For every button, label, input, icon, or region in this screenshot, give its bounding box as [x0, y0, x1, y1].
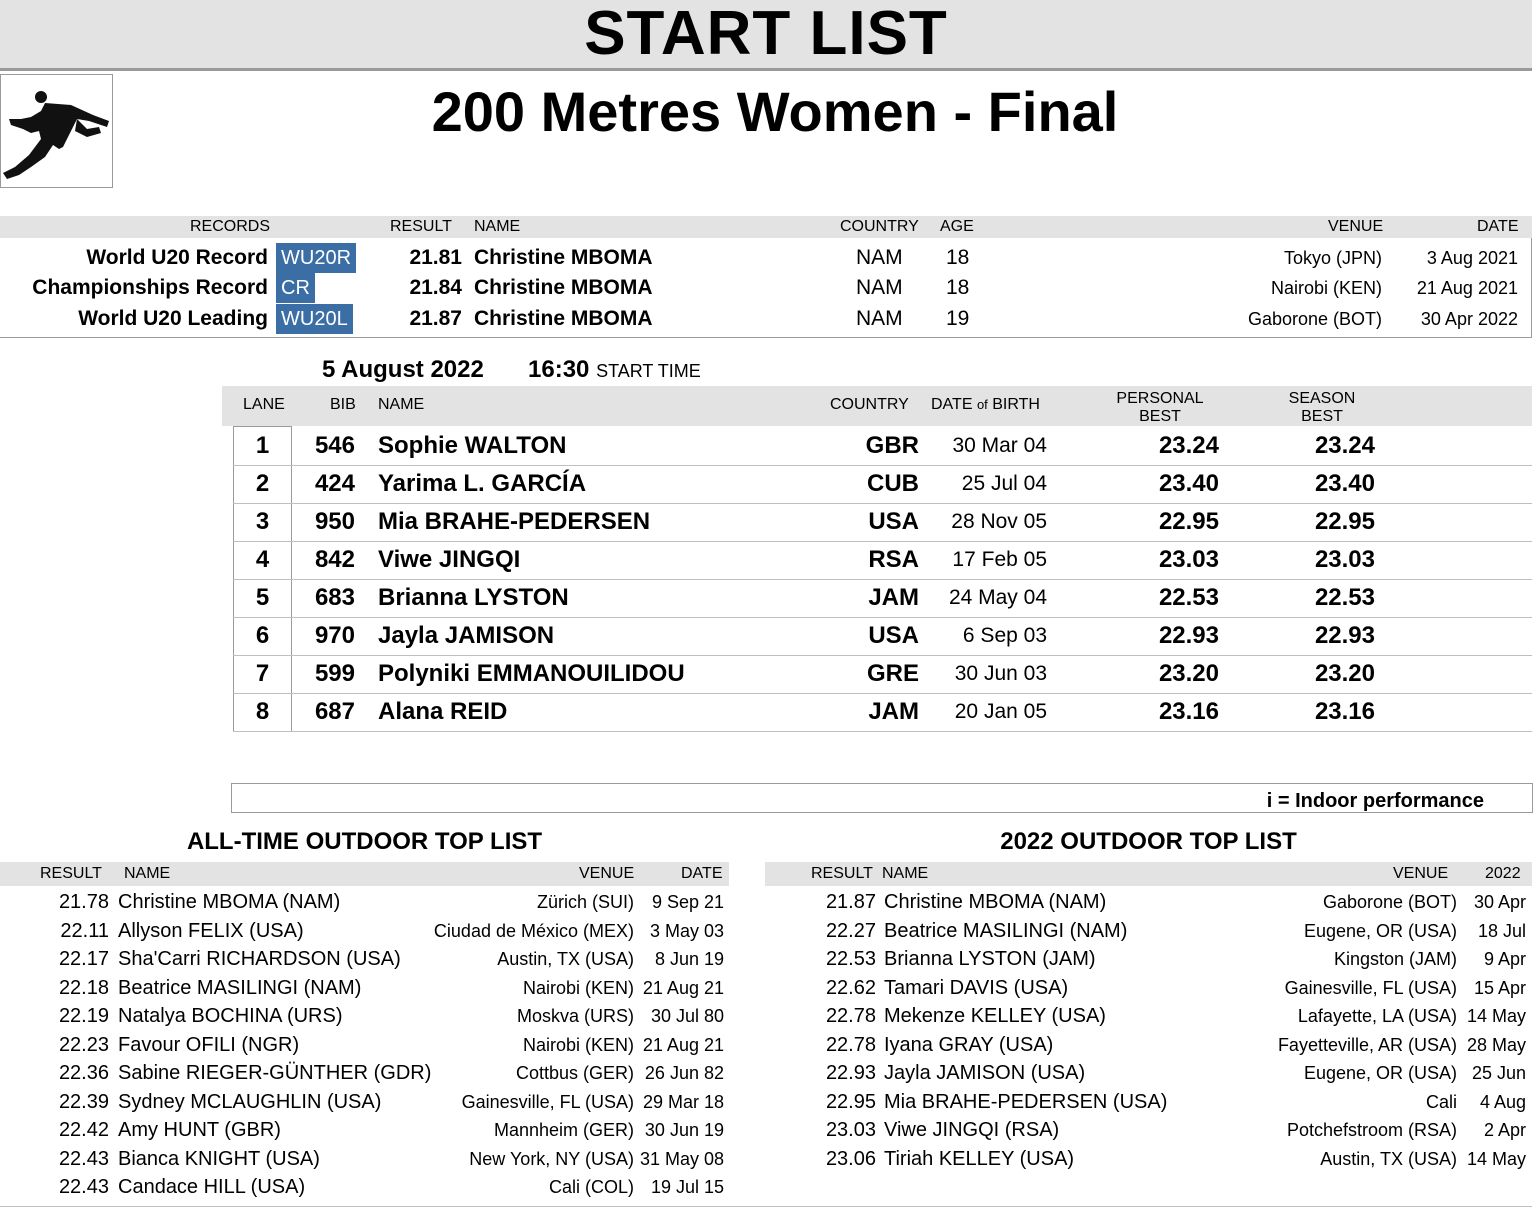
alltime-rows: [0, 888, 729, 1202]
record-tag: CR: [276, 273, 315, 303]
toplist-name: Jayla JAMISON (USA): [884, 1062, 1086, 1084]
toplist-venue: Gainesville, FL (USA): [461, 1091, 634, 1112]
season-col-venue: VENUE: [1393, 865, 1449, 882]
bib-number: 546: [314, 432, 355, 459]
athlete-name: Viwe JINGQI: [378, 546, 521, 573]
record-country: NAM: [856, 246, 903, 269]
record-venue: Tokyo (JPN): [1283, 248, 1382, 268]
race-start-time: [528, 356, 701, 384]
bib-number: 424: [314, 470, 355, 497]
col-dob-of: of: [976, 397, 988, 412]
toplist-date: 31 May 08: [639, 1148, 724, 1169]
alltime-col-name: NAME: [124, 865, 171, 882]
toplist-venue: Zürich (SUI): [536, 892, 634, 912]
col-dob: [931, 396, 1040, 414]
toplist-date: 9 Apr: [1483, 949, 1526, 969]
toplist-date: 19 Jul 15: [650, 1177, 724, 1197]
athlete-name: Yarima L. GARCÍA: [378, 470, 587, 497]
season-row: [765, 1116, 1532, 1145]
toplist-date: 8 Jun 19: [654, 949, 724, 969]
personal-best: 22.95: [1158, 508, 1219, 535]
toplist-result: 22.93: [825, 1062, 876, 1084]
athlete-dob: 30 Mar 04: [952, 434, 1047, 457]
toplist-result: 22.39: [58, 1090, 109, 1113]
toplist-venue: Eugene, OR (USA): [1303, 920, 1457, 941]
toplist-venue: Nairobi (KEN): [522, 977, 634, 998]
alltime-row: [0, 1002, 729, 1031]
athlete-dob: 25 Jul 04: [961, 472, 1047, 495]
toplist-venue: Austin, TX (USA): [497, 949, 634, 969]
toplist-venue: Mannheim (GER): [493, 1120, 634, 1140]
record-venue: Gaborone (BOT): [1247, 309, 1382, 329]
season-col-result: RESULT: [811, 865, 873, 882]
lane-number: 6: [255, 622, 270, 649]
toplist-name: Bianca KNIGHT (USA): [118, 1147, 320, 1170]
toplist-date: 21 Aug 21: [642, 977, 724, 998]
toplist-venue: Ciudad de México (MEX): [433, 920, 634, 941]
lane-number: 1: [255, 432, 270, 459]
athlete-dob: 24 May 04: [948, 586, 1047, 609]
toplist-venue: Gainesville, FL (USA): [1284, 977, 1457, 998]
toplist-result: 22.42: [58, 1119, 109, 1141]
toplist-name: Candace HILL (USA): [118, 1176, 306, 1198]
start-time-value: 16:30: [528, 356, 590, 383]
season-col-date: 2022: [1485, 865, 1521, 882]
toplist-name: Christine MBOMA (NAM): [118, 891, 341, 913]
athlete-country: RSA: [868, 546, 919, 573]
bib-number: 842: [314, 546, 355, 573]
record-result: 21.84: [409, 276, 462, 299]
event-title: 200 Metres Women - Final: [431, 80, 1119, 143]
toplist-result: 22.62: [825, 976, 876, 999]
col-sb-line2: BEST: [1301, 408, 1343, 425]
col-pb-line2: BEST: [1139, 408, 1181, 425]
toplist-date: 25 Jun: [1471, 1063, 1526, 1083]
startlist-row: [233, 465, 1532, 504]
page-title: START LIST: [0, 0, 1532, 71]
personal-best: 23.40: [1158, 470, 1219, 497]
record-venue: Nairobi (KEN): [1270, 278, 1382, 298]
toplist-venue: Nairobi (KEN): [522, 1034, 634, 1055]
athlete-country: GBR: [865, 432, 919, 459]
toplist-date: 14 May: [1466, 1148, 1526, 1169]
athlete-name: Brianna LYSTON: [378, 584, 569, 611]
record-country: NAM: [856, 276, 903, 299]
toplist-result: 22.43: [58, 1176, 109, 1198]
alltime-col-venue: VENUE: [579, 865, 635, 882]
season-col-name: NAME: [882, 865, 929, 882]
toplist-name: Sha'Carri RICHARDSON (USA): [118, 948, 401, 970]
athlete-country: USA: [868, 508, 919, 535]
col-pb-line1: PERSONAL: [1116, 390, 1204, 407]
startlist-row: [233, 541, 1532, 580]
startlist-row: [233, 617, 1532, 656]
toplist-result: 22.19: [58, 1005, 109, 1027]
toplist-date: 9 Sep 21: [651, 892, 724, 912]
athlete-dob: 20 Jan 05: [954, 700, 1047, 723]
toplist-name: Christine MBOMA (NAM): [884, 891, 1107, 913]
toplist-result: 22.17: [58, 948, 109, 970]
toplist-venue: Cali (COL): [548, 1177, 634, 1197]
startlist-row: [233, 693, 1532, 732]
athlete-name: Jayla JAMISON: [378, 622, 555, 649]
records-col-venue: VENUE: [1328, 218, 1384, 235]
toplist-venue: Potchefstroom (RSA): [1286, 1120, 1457, 1140]
season-best: 22.93: [1314, 622, 1375, 649]
toplist-name: Mekenze KELLEY (USA): [884, 1005, 1106, 1027]
col-country: COUNTRY: [830, 396, 909, 413]
toplist-result: 22.23: [58, 1033, 109, 1056]
lane-number: 5: [255, 584, 270, 611]
col-bib: BIB: [330, 396, 356, 413]
toplist-result: 22.11: [60, 919, 109, 942]
toplist-name: Viwe JINGQI (RSA): [884, 1119, 1060, 1141]
toplist-date: 30 Apr: [1473, 892, 1526, 912]
toplist-result: 22.78: [825, 1005, 876, 1027]
toplist-date: 15 Apr: [1473, 977, 1526, 998]
record-name: Christine MBOMA: [474, 246, 653, 269]
toplist-venue: Moskva (URS): [516, 1006, 634, 1026]
toplist-result: 22.53: [825, 948, 876, 970]
record-country: NAM: [856, 307, 903, 330]
bib-number: 970: [314, 622, 355, 649]
record-row: [0, 243, 1532, 273]
toplist-venue: New York, NY (USA): [469, 1148, 634, 1169]
startlist-row: [233, 503, 1532, 542]
lane-number: 8: [255, 698, 270, 725]
athlete-country: CUB: [867, 470, 919, 497]
alltime-row: [0, 917, 729, 946]
athlete-dob: 30 Jun 03: [954, 662, 1047, 685]
alltime-row: [0, 1173, 729, 1202]
season-best: 22.95: [1314, 508, 1375, 535]
toplist-name: Mia BRAHE-PEDERSEN (USA): [884, 1090, 1168, 1113]
toplist-name: Tamari DAVIS (USA): [884, 976, 1069, 999]
col-personal-best: [1115, 390, 1205, 426]
toplist-name: Allyson FELIX (USA): [118, 919, 304, 942]
season-row: [765, 945, 1532, 974]
toplist-date: 28 May: [1466, 1034, 1526, 1055]
season-best: 22.53: [1314, 584, 1375, 611]
lane-number: 3: [255, 508, 270, 535]
record-label: World U20 Leading: [78, 307, 268, 330]
personal-best: 22.53: [1158, 584, 1219, 611]
toplist-name: Amy HUNT (GBR): [118, 1119, 281, 1141]
athlete-name: Alana REID: [378, 698, 508, 725]
athlete-name: Mia BRAHE-PEDERSEN: [378, 508, 651, 535]
bottom-divider: [0, 1206, 1532, 1207]
records-col-records: RECORDS: [190, 218, 271, 235]
alltime-col-result: RESULT: [40, 865, 102, 882]
toplist-date: 14 May: [1466, 1006, 1526, 1026]
toplist-name: Sydney MCLAUGHLIN (USA): [118, 1090, 382, 1113]
toplist-venue: Cali: [1425, 1091, 1457, 1112]
toplist-date: 30 Jul 80: [650, 1006, 724, 1026]
col-sb-line1: SEASON: [1288, 390, 1356, 407]
toplist-result: 22.27: [825, 919, 876, 942]
record-age: 18: [946, 276, 970, 299]
col-dob-a: DATE: [931, 396, 977, 413]
record-date: 21 Aug 2021: [1416, 278, 1518, 298]
record-row: [0, 304, 1532, 334]
col-lane: LANE: [243, 396, 285, 413]
toplist-result: 23.06: [825, 1147, 876, 1170]
record-row: [0, 273, 1532, 303]
alltime-row: [0, 945, 729, 974]
athlete-dob: 6 Sep 03: [962, 624, 1047, 647]
alltime-row: [0, 1145, 729, 1174]
season-best: 23.24: [1314, 432, 1375, 459]
personal-best: 23.20: [1158, 660, 1219, 687]
bib-number: 950: [314, 508, 355, 535]
toplist-name: Beatrice MASILINGI (NAM): [884, 919, 1128, 942]
season-row: [765, 974, 1532, 1003]
record-date: 3 Aug 2021: [1426, 248, 1518, 268]
toplist-name: Tiriah KELLEY (USA): [884, 1147, 1075, 1170]
toplist-venue: Fayetteville, AR (USA): [1277, 1034, 1457, 1055]
season-row: [765, 1002, 1532, 1031]
toplist-venue: Gaborone (BOT): [1322, 892, 1457, 912]
toplist-date: 18 Jul: [1477, 920, 1526, 941]
record-label: World U20 Record: [86, 246, 268, 269]
toplist-date: 21 Aug 21: [642, 1034, 724, 1055]
bib-number: 599: [314, 660, 355, 687]
season-row: [765, 1088, 1532, 1117]
alltime-title: ALL-TIME OUTDOOR TOP LIST: [186, 828, 543, 855]
season-row: [765, 1145, 1532, 1174]
toplist-venue: Eugene, OR (USA): [1303, 1063, 1457, 1083]
col-dob-b: BIRTH: [987, 396, 1040, 413]
athlete-name: Polyniki EMMANOUILIDOU: [378, 660, 685, 687]
start-time-label: START TIME: [596, 361, 701, 381]
records-col-name: NAME: [474, 218, 521, 235]
season-best: 23.16: [1314, 698, 1375, 725]
toplist-result: 23.03: [825, 1119, 876, 1141]
toplist-venue: Kingston (JAM): [1333, 949, 1457, 969]
season-best: 23.03: [1314, 546, 1375, 573]
toplist-result: 22.78: [825, 1033, 876, 1056]
personal-best: 23.24: [1158, 432, 1219, 459]
season-best: 23.40: [1314, 470, 1375, 497]
indoor-note: i = Indoor performance: [231, 783, 1533, 813]
toplist-venue: Cottbus (GER): [515, 1063, 634, 1083]
toplist-name: Sabine RIEGER-GÜNTHER (GDR): [118, 1062, 432, 1084]
alltime-row: [0, 888, 729, 917]
athlete-name: Sophie WALTON: [378, 432, 567, 459]
record-name: Christine MBOMA: [474, 307, 653, 330]
lane-number: 2: [255, 470, 270, 497]
toplist-result: 22.18: [58, 976, 109, 999]
toplist-date: 4 Aug: [1479, 1091, 1526, 1112]
season-title: 2022 OUTDOOR TOP LIST: [1000, 828, 1297, 855]
record-age: 18: [946, 246, 970, 269]
records-header: [0, 216, 1532, 238]
toplist-result: 22.95: [825, 1090, 876, 1113]
season-row: [765, 917, 1532, 946]
startlist-header: [222, 386, 1532, 426]
personal-best: 22.93: [1158, 622, 1219, 649]
toplist-result: 22.43: [58, 1147, 109, 1170]
athlete-dob: 17 Feb 05: [952, 548, 1047, 571]
toplist-name: Favour OFILI (NGR): [118, 1033, 300, 1056]
athlete-country: JAM: [868, 584, 919, 611]
record-label: Championships Record: [32, 276, 268, 299]
col-season-best: [1280, 390, 1364, 426]
toplist-venue: Lafayette, LA (USA): [1297, 1006, 1457, 1026]
lane-number: 7: [255, 660, 270, 687]
alltime-toplist: [0, 822, 729, 1202]
alltime-row: [0, 1088, 729, 1117]
records-col-result: RESULT: [390, 218, 452, 235]
season-best: 23.20: [1314, 660, 1375, 687]
toplist-result: 22.36: [58, 1062, 109, 1084]
season-row: [765, 888, 1532, 917]
records-col-date: DATE: [1477, 218, 1519, 235]
athlete-dob: 28 Nov 05: [951, 510, 1047, 533]
startlist-row: [233, 655, 1532, 694]
record-age: 19: [946, 307, 970, 330]
toplist-date: 2 Apr: [1483, 1120, 1526, 1140]
lane-number: 4: [255, 546, 270, 573]
season-header: [765, 862, 1532, 886]
toplist-name: Natalya BOCHINA (URS): [118, 1005, 343, 1027]
athlete-country: GRE: [866, 660, 919, 687]
alltime-row: [0, 1116, 729, 1145]
personal-best: 23.16: [1158, 698, 1219, 725]
race-date: 5 August 2022: [322, 356, 484, 383]
alltime-col-date: DATE: [681, 865, 723, 882]
record-result: 21.81: [409, 246, 462, 269]
bib-number: 687: [314, 698, 355, 725]
toplist-venue: Austin, TX (USA): [1320, 1148, 1457, 1169]
athlete-country: JAM: [868, 698, 919, 725]
record-result: 21.87: [409, 307, 462, 330]
season-rows: [765, 888, 1532, 1173]
col-name: NAME: [378, 396, 425, 413]
alltime-row: [0, 1059, 729, 1088]
records-col-country: COUNTRY: [840, 218, 919, 235]
startlist-row: [233, 579, 1532, 618]
toplist-date: 26 Jun 82: [644, 1063, 724, 1083]
toplist-result: 21.87: [825, 891, 876, 913]
record-tag: WU20R: [276, 243, 356, 273]
alltime-row: [0, 1031, 729, 1060]
season-row: [765, 1059, 1532, 1088]
personal-best: 23.03: [1158, 546, 1219, 573]
record-tag: WU20L: [276, 304, 353, 334]
record-date: 30 Apr 2022: [1420, 309, 1518, 329]
athlete-country: USA: [868, 622, 919, 649]
toplist-name: Beatrice MASILINGI (NAM): [118, 976, 362, 999]
season-toplist: [765, 822, 1532, 1173]
toplist-date: 29 Mar 18: [642, 1091, 724, 1112]
alltime-header: [0, 862, 729, 886]
startlist-row: [233, 427, 1532, 466]
toplist-date: 30 Jun 19: [644, 1120, 724, 1140]
records-col-age: AGE: [940, 218, 974, 235]
toplist-date: 3 May 03: [649, 920, 724, 941]
season-row: [765, 1031, 1532, 1060]
toplist-name: Brianna LYSTON (JAM): [884, 948, 1096, 970]
toplist-result: 21.78: [58, 891, 109, 913]
alltime-row: [0, 974, 729, 1003]
bib-number: 683: [314, 584, 355, 611]
record-name: Christine MBOMA: [474, 276, 653, 299]
toplist-name: Iyana GRAY (USA): [884, 1033, 1054, 1056]
